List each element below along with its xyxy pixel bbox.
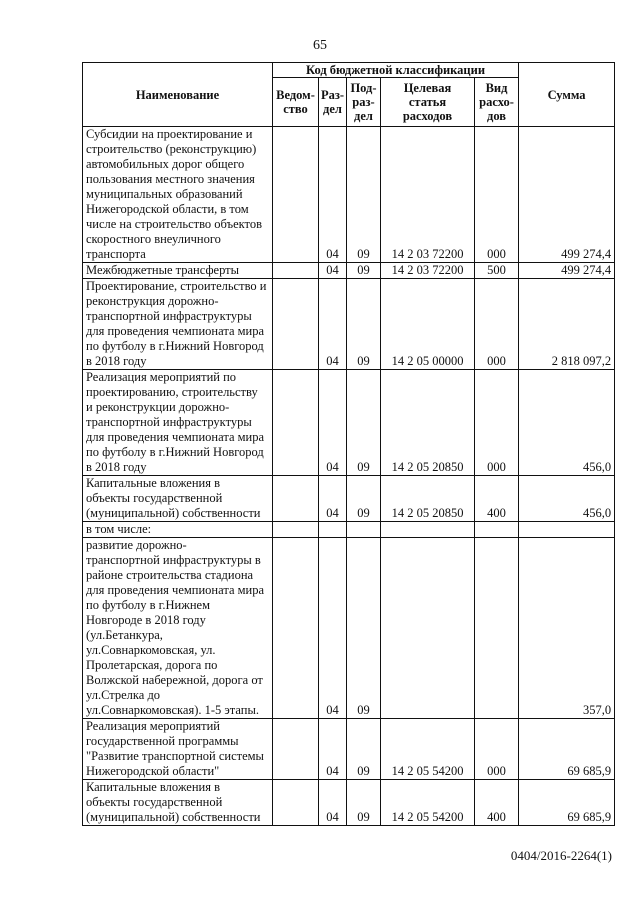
table-row bbox=[83, 279, 615, 370]
cell-section-text: 04 bbox=[326, 354, 339, 368]
cell-kind bbox=[475, 522, 519, 538]
cell-target-text: 14 2 05 54200 bbox=[391, 764, 464, 778]
cell-name bbox=[83, 127, 273, 263]
cell-subsection bbox=[347, 370, 381, 476]
header-dept: Ведом- ство bbox=[273, 78, 319, 127]
cell-dept bbox=[273, 263, 319, 279]
page-number: 65 bbox=[313, 38, 327, 53]
cell-name bbox=[83, 780, 273, 826]
cell-sum bbox=[519, 719, 615, 780]
cell-subsection-text: 09 bbox=[357, 354, 370, 368]
cell-subsection-text: 09 bbox=[357, 810, 370, 824]
cell-target-text: 14 2 05 54200 bbox=[391, 810, 464, 824]
cell-name bbox=[83, 279, 273, 370]
table-row bbox=[83, 127, 615, 263]
cell-sum bbox=[519, 279, 615, 370]
cell-subsection-text: 09 bbox=[357, 263, 370, 277]
cell-sum bbox=[519, 538, 615, 719]
cell-kind-text: 000 bbox=[487, 247, 506, 261]
cell-target bbox=[381, 538, 475, 719]
cell-section-text: 04 bbox=[326, 703, 339, 717]
cell-subsection bbox=[347, 538, 381, 719]
cell-sum bbox=[519, 476, 615, 522]
cell-name bbox=[83, 370, 273, 476]
cell-dept bbox=[273, 476, 319, 522]
cell-section bbox=[319, 263, 347, 279]
cell-section-text: 04 bbox=[326, 764, 339, 778]
cell-subsection bbox=[347, 279, 381, 370]
cell-dept bbox=[273, 522, 319, 538]
cell-sum bbox=[519, 780, 615, 826]
cell-subsection bbox=[347, 476, 381, 522]
cell-kind bbox=[475, 263, 519, 279]
cell-section bbox=[319, 538, 347, 719]
cell-subsection-text: 09 bbox=[357, 460, 370, 474]
cell-kind bbox=[475, 279, 519, 370]
cell-name bbox=[83, 538, 273, 719]
cell-target bbox=[381, 279, 475, 370]
cell-sum-text: 357,0 bbox=[582, 703, 612, 717]
header-subsection: Под- раз- дел bbox=[347, 78, 381, 127]
table-row bbox=[83, 719, 615, 780]
cell-section bbox=[319, 476, 347, 522]
cell-kind-text: 500 bbox=[487, 263, 506, 277]
header-target: Целевая статья расходов bbox=[381, 78, 475, 127]
cell-sum bbox=[519, 263, 615, 279]
cell-kind bbox=[475, 476, 519, 522]
cell-kind-text: 400 bbox=[487, 506, 506, 520]
cell-target-text: 14 2 05 20850 bbox=[391, 460, 464, 474]
cell-name-text: Реализация мероприятий по проектированию, строительству и реконструкции дорожно- транспортной инфраструктуры для проведения чемпионата мира по футболу в г.Нижний Новгород в 2018 году bbox=[86, 370, 265, 474]
cell-sum-text: 69 685,9 bbox=[567, 810, 612, 824]
cell-subsection-text: 09 bbox=[357, 703, 370, 717]
cell-sum-text: 456,0 bbox=[582, 506, 612, 520]
cell-name bbox=[83, 719, 273, 780]
cell-target bbox=[381, 719, 475, 780]
cell-sum-text: 456,0 bbox=[582, 460, 612, 474]
cell-kind bbox=[475, 127, 519, 263]
cell-subsection-text: 09 bbox=[357, 764, 370, 778]
cell-sum-text: 2 818 097,2 bbox=[551, 354, 612, 368]
cell-target bbox=[381, 370, 475, 476]
cell-dept bbox=[273, 127, 319, 263]
cell-name bbox=[83, 476, 273, 522]
cell-dept bbox=[273, 279, 319, 370]
cell-dept bbox=[273, 719, 319, 780]
cell-section-text: 04 bbox=[326, 263, 339, 277]
cell-section-text: 04 bbox=[326, 810, 339, 824]
cell-target-text: 14 2 03 72200 bbox=[391, 247, 464, 261]
cell-subsection bbox=[347, 719, 381, 780]
cell-subsection bbox=[347, 780, 381, 826]
table-row bbox=[83, 538, 615, 719]
cell-name-text: Субсидии на проектирование и строительство (реконструкцию) автомобильных дорог общего пользования местного значения муниципальных образований Нижегородской области, в том числе на строительство объектов скоростного внеуличного транспорта bbox=[86, 127, 262, 261]
cell-target bbox=[381, 263, 475, 279]
cell-section bbox=[319, 522, 347, 538]
cell-sum bbox=[519, 522, 615, 538]
cell-subsection-text: 09 bbox=[357, 506, 370, 520]
cell-sum bbox=[519, 370, 615, 476]
header-section: Раз- дел bbox=[319, 78, 347, 127]
cell-dept bbox=[273, 780, 319, 826]
table-row bbox=[83, 522, 615, 538]
cell-name-text: Реализация мероприятий государственной программы "Развитие транспортной системы Нижегородской области" bbox=[86, 719, 264, 778]
cell-section bbox=[319, 370, 347, 476]
cell-target-text: 14 2 05 20850 bbox=[391, 506, 464, 520]
cell-dept bbox=[273, 538, 319, 719]
cell-kind-text: 400 bbox=[487, 810, 506, 824]
cell-sum-text: 69 685,9 bbox=[567, 764, 612, 778]
budget-table bbox=[82, 62, 615, 826]
cell-section bbox=[319, 719, 347, 780]
cell-name-text: Капитальные вложения в объекты государственной (муниципальной) собственности bbox=[86, 780, 261, 824]
document-code: 0404/2016-2264(1) bbox=[510, 848, 612, 863]
cell-section-text: 04 bbox=[326, 460, 339, 474]
cell-sum-text: 499 274,4 bbox=[561, 263, 612, 277]
cell-name-text: в том числе: bbox=[86, 522, 152, 536]
cell-kind-text: 000 bbox=[487, 764, 506, 778]
cell-subsection bbox=[347, 263, 381, 279]
header-kind: Вид расхо- дов bbox=[475, 78, 519, 127]
table-row bbox=[83, 780, 615, 826]
cell-kind bbox=[475, 780, 519, 826]
cell-kind bbox=[475, 719, 519, 780]
cell-kind-text: 000 bbox=[487, 460, 506, 474]
cell-subsection bbox=[347, 127, 381, 263]
table-header bbox=[83, 63, 615, 127]
cell-section bbox=[319, 279, 347, 370]
budget-table-container bbox=[82, 62, 614, 826]
cell-name-text: Межбюджетные трансферты bbox=[86, 263, 240, 277]
cell-sum-text: 499 274,4 bbox=[561, 247, 612, 261]
cell-section-text: 04 bbox=[326, 506, 339, 520]
table-row bbox=[83, 370, 615, 476]
table-row bbox=[83, 476, 615, 522]
header-sum: Сумма bbox=[519, 63, 615, 127]
cell-kind bbox=[475, 538, 519, 719]
cell-name bbox=[83, 263, 273, 279]
cell-sum bbox=[519, 127, 615, 263]
cell-target bbox=[381, 476, 475, 522]
cell-name bbox=[83, 522, 273, 538]
cell-section bbox=[319, 127, 347, 263]
cell-subsection bbox=[347, 522, 381, 538]
cell-name-text: Проектирование, строительство и реконструкция дорожно- транспортной инфраструктуры для проведения чемпионата мира по футболу в г.Нижний Новгород в 2018 году bbox=[86, 279, 267, 368]
cell-kind-text: 000 bbox=[487, 354, 506, 368]
cell-target-text: 14 2 05 00000 bbox=[391, 354, 464, 368]
cell-dept bbox=[273, 370, 319, 476]
table-row bbox=[83, 263, 615, 279]
table-body bbox=[83, 127, 615, 826]
cell-section bbox=[319, 780, 347, 826]
header-classification-group: Код бюджетной классификации bbox=[273, 63, 519, 78]
cell-kind bbox=[475, 370, 519, 476]
cell-target-text: 14 2 03 72200 bbox=[391, 263, 464, 277]
header-name: Наименование bbox=[83, 63, 273, 127]
cell-subsection-text: 09 bbox=[357, 247, 370, 261]
cell-name-text: Капитальные вложения в объекты государственной (муниципальной) собственности bbox=[86, 476, 261, 520]
cell-section-text: 04 bbox=[326, 247, 339, 261]
cell-name-text: развитие дорожно- транспортной инфраструктуры в районе строительства стадиона для проведения чемпионата мира по футболу в г.Нижнем Новгороде в 2018 году (ул.Бетанкура, ул.Совнаркомовская, ул. Пролетарская, дорога по Волжской набережной, дорога от ул.Стрелка до ул.Совнаркомовская). 1-5 этапы. bbox=[86, 538, 265, 717]
cell-target bbox=[381, 780, 475, 826]
cell-target bbox=[381, 522, 475, 538]
cell-target bbox=[381, 127, 475, 263]
